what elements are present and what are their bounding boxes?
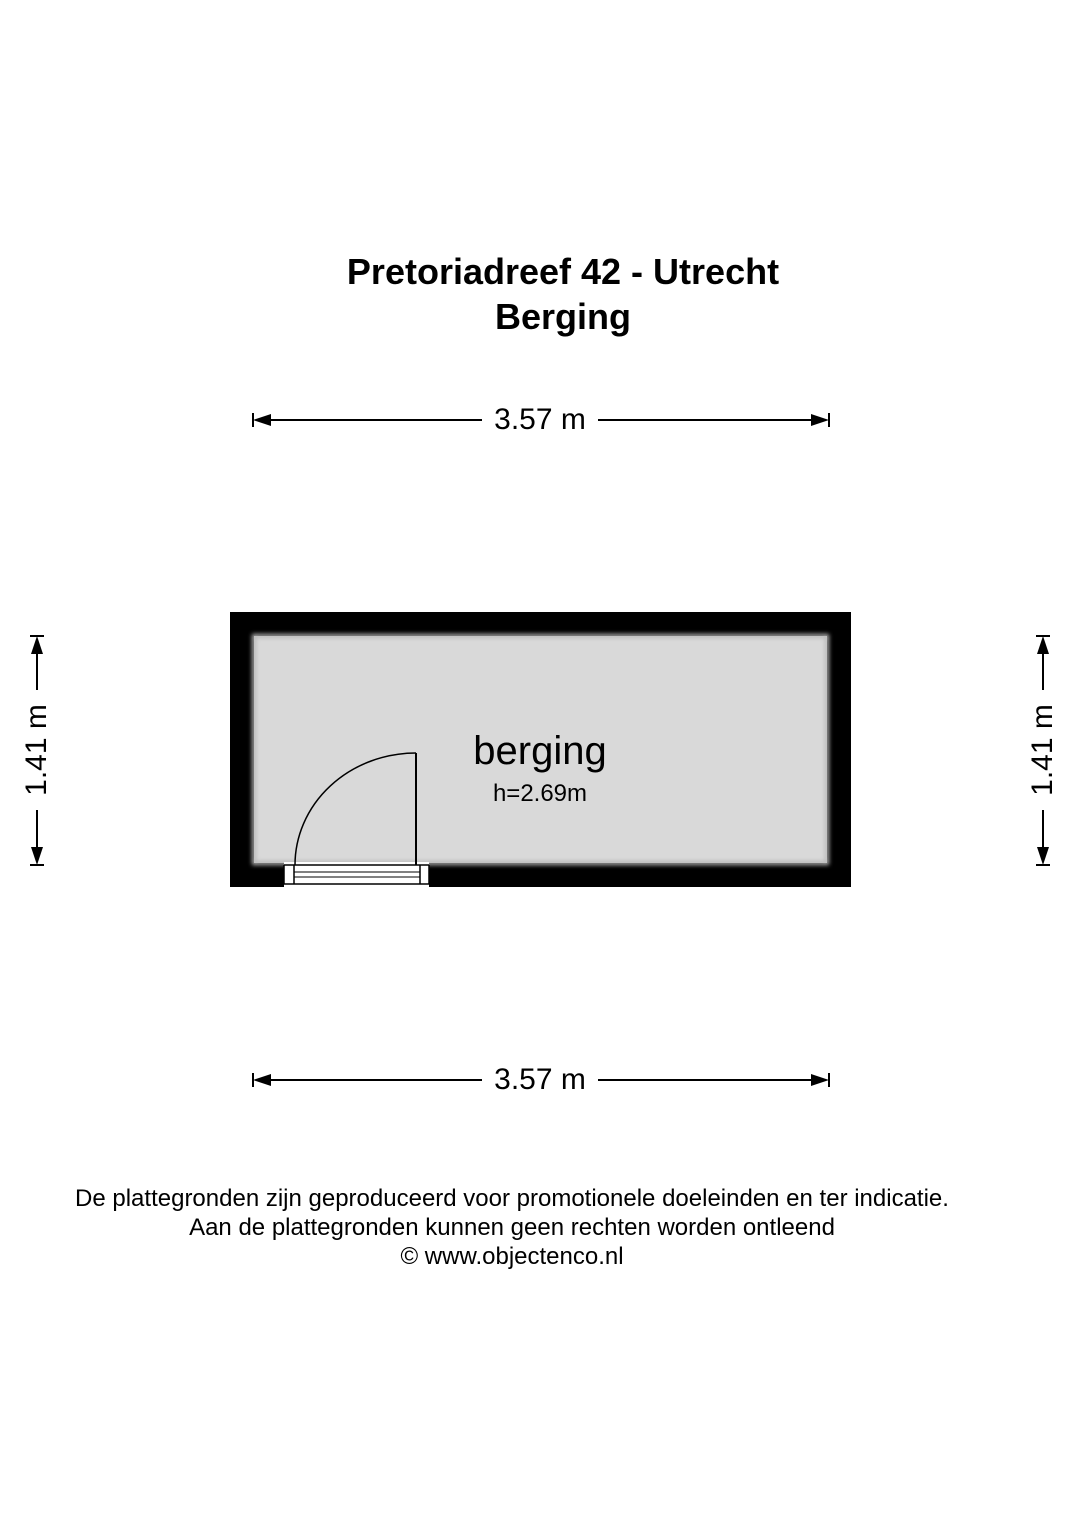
dimension-label-bottom: 3.57 m [482, 1063, 598, 1097]
door-opening [284, 862, 429, 888]
plan-title: Pretoriadreef 42 - Utrecht [346, 251, 780, 292]
room-name: berging [473, 729, 607, 773]
disclaimer-line-1: De plattegronden zijn geproduceerd voor promotionele doeleinden en ter indicatie. [75, 1185, 949, 1212]
dimension-label-right: 1.41 m [1026, 690, 1060, 810]
dimension-label-top: 3.57 m [482, 403, 598, 437]
disclaimer-line-2: Aan de plattegronden kunnen geen rechten worden ontleend [189, 1214, 835, 1241]
room-height: h=2.69m [492, 780, 588, 807]
plan-subtitle: Berging [494, 296, 631, 337]
copyright-line: © www.objectenco.nl [400, 1243, 624, 1270]
dimension-label-left: 1.41 m [20, 690, 54, 810]
